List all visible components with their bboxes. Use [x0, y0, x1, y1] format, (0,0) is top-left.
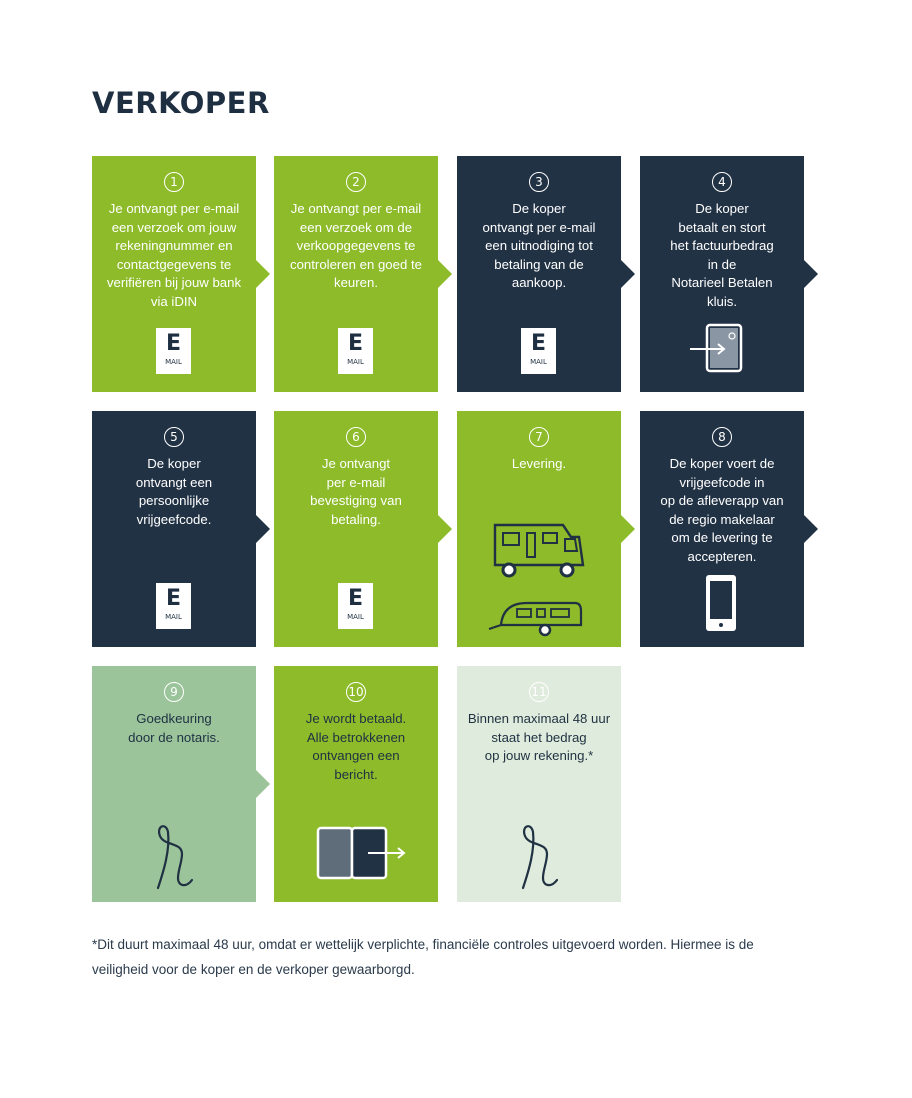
email-icon-label: MAIL	[347, 358, 364, 366]
flow-arrow	[438, 515, 452, 543]
flow-arrow	[256, 770, 270, 798]
signature-icon	[513, 820, 565, 894]
step-card-7	[457, 411, 621, 647]
flow-arrow	[621, 515, 635, 543]
email-icon-letter: E	[347, 331, 364, 356]
email-icon	[521, 328, 556, 374]
step-number: 2	[346, 172, 366, 192]
step-number: 1	[164, 172, 184, 192]
email-icon-letter: E	[530, 331, 547, 356]
transfer-icon	[314, 822, 410, 884]
step-card-6	[274, 411, 438, 647]
flow-arrow	[438, 260, 452, 288]
safe-door-icon	[686, 322, 746, 376]
step-number: 8	[712, 427, 732, 447]
email-icon-letter: E	[165, 331, 182, 356]
step-card-5	[92, 411, 256, 647]
email-icon-letter: E	[347, 586, 364, 611]
step-number: 4	[712, 172, 732, 192]
step-card-3	[457, 156, 621, 392]
step-text: De koper betaalt en stort het factuurbedrag in de Notarieel Betalen kluis.	[670, 201, 774, 309]
flow-arrow	[804, 515, 818, 543]
step-text: De koper ontvangt een persoonlijke vrijgeefcode.	[135, 456, 213, 527]
email-icon-label: MAIL	[165, 613, 182, 621]
step-text: De koper voert de vrijgeefcode in op de afleverapp van de regio makelaar om de levering te accepteren.	[660, 456, 784, 564]
step-number: 3	[529, 172, 549, 192]
step-text: Je ontvangt per e-mail een verzoek om de verkoopgegevens te controleren en goed te keuren.	[290, 201, 422, 290]
step-card-1	[92, 156, 256, 392]
step-number: 11	[529, 682, 549, 702]
step-card-4	[640, 156, 804, 392]
flow-arrow	[804, 260, 818, 288]
email-icon	[156, 583, 191, 629]
flow-arrow	[256, 515, 270, 543]
footnote: *Dit duurt maximaal 48 uur, omdat er wettelijk verplichte, financiële controles uitgevoerd worden. Hiermee is de veiligheid voor de koper en de verkoper gewaarborgd.	[92, 937, 754, 977]
signature-icon	[148, 820, 200, 894]
step-number: 10	[346, 682, 366, 702]
step-number: 5	[164, 427, 184, 447]
camper-caravan-icon	[487, 515, 597, 641]
email-icon	[156, 328, 191, 374]
step-text: Binnen maximaal 48 uur staat het bedrag op jouw rekening.*	[467, 711, 611, 763]
smartphone-icon	[704, 573, 738, 633]
page-title: VERKOPER	[92, 86, 270, 120]
step-number: 7	[529, 427, 549, 447]
step-text: Levering.	[511, 456, 567, 471]
step-card-9	[92, 666, 256, 902]
step-number: 6	[346, 427, 366, 447]
step-card-10	[274, 666, 438, 902]
step-text: Je wordt betaald. Alle betrokkenen ontvangen een bericht.	[305, 711, 407, 782]
email-icon	[338, 328, 373, 374]
email-icon	[338, 583, 373, 629]
email-icon-letter: E	[165, 586, 182, 611]
step-text: De koper ontvangt per e-mail een uitnodiging tot betaling van de aankoop.	[482, 201, 596, 290]
step-text: Je ontvangt per e-mail bevestiging van betaling.	[310, 456, 402, 527]
step-card-2	[274, 156, 438, 392]
step-text: Je ontvangt per e-mail een verzoek om jouw rekeningnummer en contactgegevens te verifiëren bij jouw bank via iDIN	[106, 201, 242, 309]
step-text: Goedkeuring door de notaris.	[128, 711, 220, 745]
step-number: 9	[164, 682, 184, 702]
step-card-8	[640, 411, 804, 647]
email-icon-label: MAIL	[347, 613, 364, 621]
email-icon-label: MAIL	[165, 358, 182, 366]
step-card-11	[457, 666, 621, 902]
flow-arrow	[256, 260, 270, 288]
email-icon-label: MAIL	[530, 358, 547, 366]
flow-arrow	[621, 260, 635, 288]
